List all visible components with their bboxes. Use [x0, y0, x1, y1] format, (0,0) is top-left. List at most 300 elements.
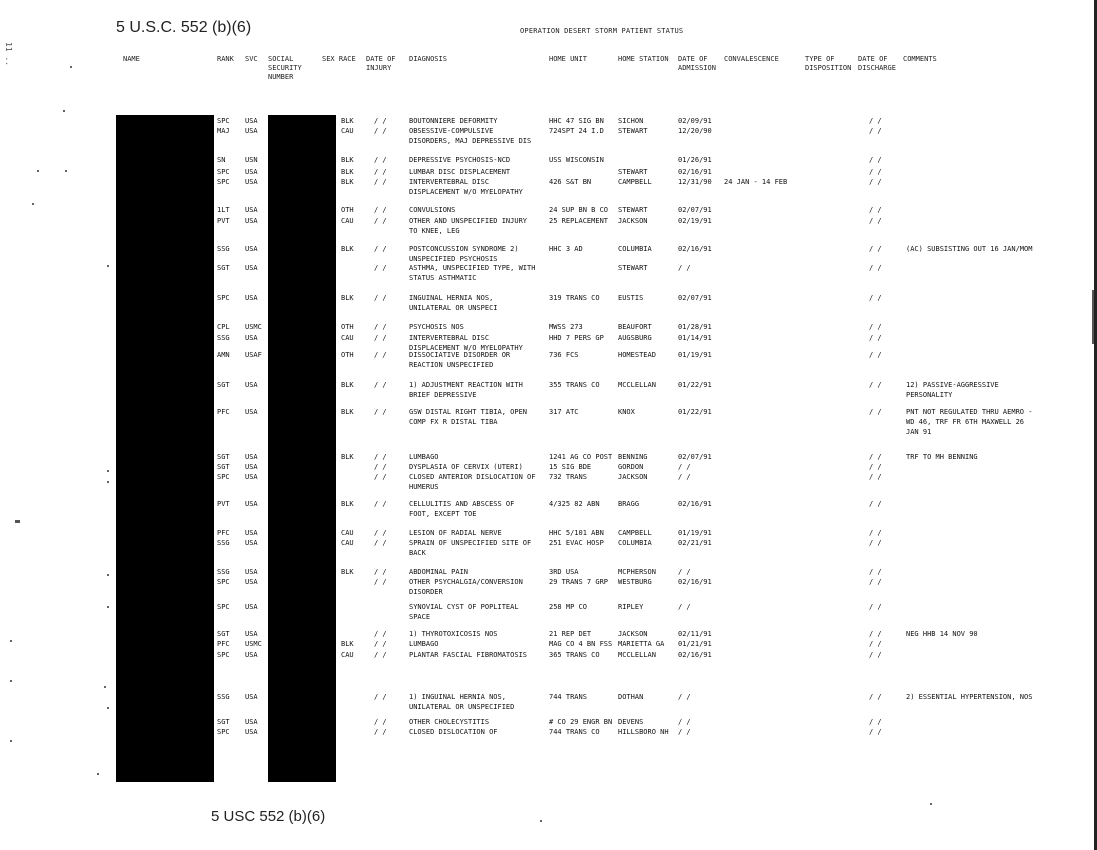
cell-race: CAU [341, 334, 354, 342]
cell-rank: PVT [217, 500, 230, 508]
cell-race: BLK [341, 156, 354, 164]
scan-dot [107, 707, 109, 709]
cell-svc: USA [245, 264, 258, 272]
cell-home-unit: 744 TRANS [549, 693, 587, 701]
cell-inj: / / [374, 529, 387, 537]
cell-race: CAU [341, 529, 354, 537]
cell-admission-date: / / [678, 264, 691, 272]
cell-svc: USA [245, 334, 258, 342]
cell-inj: / / [374, 323, 387, 331]
cell-diagnosis: REACTION UNSPECIFIED [409, 361, 494, 369]
cell-inj: / / [374, 127, 387, 135]
cell-home-station: MCCLELLAN [618, 381, 656, 389]
cell-admission-date: / / [678, 693, 691, 701]
cell-diagnosis: UNILATERAL OR UNSPECI [409, 304, 498, 312]
cell-home-station: STEWART [618, 168, 648, 176]
cell-inj: / / [374, 264, 387, 272]
cell-diagnosis: OTHER PSYCHALGIA/CONVERSION [409, 578, 523, 586]
cell-discharge-date: / / [869, 718, 882, 726]
cell-admission-date: / / [678, 463, 691, 471]
header-home-unit: HOME UNIT [549, 55, 587, 63]
cell-inj: / / [374, 463, 387, 471]
cell-admission-date: / / [678, 568, 691, 576]
cell-home-unit: 21 REP DET [549, 630, 592, 638]
cell-home-unit: 744 TRANS CO [549, 728, 600, 736]
cell-diagnosis: TO KNEE, LEG [409, 227, 460, 235]
header-ssn: SOCIAL SECURITY NUMBER [268, 55, 302, 81]
cell-svc: USMC [245, 323, 262, 331]
cell-discharge-date: / / [869, 217, 882, 225]
cell-rank: SN [217, 156, 226, 164]
cell-race: CAU [341, 651, 354, 659]
cell-diagnosis: CONVULSIONS [409, 206, 456, 214]
cell-rank: SSG [217, 539, 230, 547]
cell-admission-date: 01/22/91 [678, 381, 712, 389]
cell-home-station: SICHON [618, 117, 644, 125]
cell-home-unit: HHC 3 AD [549, 245, 583, 253]
cell-admission-date: 12/31/90 [678, 178, 712, 186]
cell-rank: MAJ [217, 127, 230, 135]
cell-home-unit: 258 MP CO [549, 603, 587, 611]
cell-inj: / / [374, 381, 387, 389]
scan-dot [70, 66, 72, 68]
header-disposition: TYPE OF DISPOSITION [805, 55, 852, 72]
cell-diagnosis: DISORDER [409, 588, 443, 596]
cell-diagnosis: PSYCHOSIS NOS [409, 323, 464, 331]
cell-home-unit: USS WISCONSIN [549, 156, 604, 164]
cell-diagnosis: CLOSED DISLOCATION OF [409, 728, 498, 736]
cell-rank: SPC [217, 728, 230, 736]
cell-discharge-date: / / [869, 264, 882, 272]
cell-svc: USA [245, 206, 258, 214]
cell-inj: / / [374, 245, 387, 253]
cell-svc: USA [245, 408, 258, 416]
cell-diagnosis: OTHER CHOLECYSTITIS [409, 718, 490, 726]
cell-home-unit: 355 TRANS CO [549, 381, 600, 389]
cell-discharge-date: / / [869, 500, 882, 508]
cell-svc: USA [245, 630, 258, 638]
cell-diagnosis: CELLULITIS AND ABSCESS OF [409, 500, 515, 508]
header-date-admission: DATE OF ADMISSION [678, 55, 716, 72]
cell-discharge-date: / / [869, 294, 882, 302]
cell-diagnosis: 1) INGUINAL HERNIA NOS, [409, 693, 506, 701]
cell-admission-date: 02/16/91 [678, 245, 712, 253]
cell-diagnosis: UNILATERAL OR UNSPECIFIED [409, 703, 515, 711]
cell-home-station: KNOX [618, 408, 635, 416]
cell-svc: USA [245, 463, 258, 471]
scan-dot [32, 203, 34, 205]
foia-exemption-footer: 5 USC 552 (b)(6) [211, 808, 326, 825]
scan-dot [37, 170, 39, 172]
cell-inj: / / [374, 473, 387, 481]
cell-rank: SPC [217, 578, 230, 586]
scan-dot [107, 470, 109, 472]
scan-dot [104, 686, 106, 688]
cell-discharge-date: / / [869, 603, 882, 611]
cell-rank: SGT [217, 264, 230, 272]
cell-race: BLK [341, 500, 354, 508]
scan-dot [97, 773, 99, 775]
cell-home-station: BEAUFORT [618, 323, 652, 331]
cell-home-unit: 365 TRANS CO [549, 651, 600, 659]
scan-artifact [15, 520, 20, 523]
cell-svc: USA [245, 578, 258, 586]
cell-admission-date: 01/19/91 [678, 351, 712, 359]
cell-diagnosis: OBSESSIVE-COMPULSIVE [409, 127, 494, 135]
cell-discharge-date: / / [869, 473, 882, 481]
cell-home-station: JACKSON [618, 630, 648, 638]
cell-rank: 1LT [217, 206, 230, 214]
cell-home-unit: 736 FCS [549, 351, 579, 359]
cell-home-station: DOTHAN [618, 693, 644, 701]
scan-artifact [1092, 290, 1094, 344]
cell-admission-date: 01/28/91 [678, 323, 712, 331]
cell-race: BLK [341, 453, 354, 461]
header-date-injury: DATE OF INJURY [366, 55, 396, 72]
cell-home-unit: 15 SIG BDE [549, 463, 592, 471]
cell-admission-date: 02/16/91 [678, 578, 712, 586]
foia-exemption-stamp: 5 U.S.C. 552 (b)(6) [116, 19, 252, 36]
cell-diagnosis: LUMBAR DISC DISPLACEMENT [409, 168, 511, 176]
cell-inj: / / [374, 408, 387, 416]
cell-discharge-date: / / [869, 578, 882, 586]
cell-rank: SPC [217, 168, 230, 176]
cell-home-station: HOMESTEAD [618, 351, 656, 359]
cell-diagnosis: SPACE [409, 613, 431, 621]
cell-home-station: COLUMBIA [618, 539, 652, 547]
cell-svc: USA [245, 693, 258, 701]
cell-home-unit: 1241 AG CO POST [549, 453, 613, 461]
cell-inj: / / [374, 453, 387, 461]
cell-rank: SGT [217, 381, 230, 389]
scan-dot [63, 110, 65, 112]
cell-home-unit: 319 TRANS CO [549, 294, 600, 302]
cell-rank: SSG [217, 568, 230, 576]
cell-rank: SPC [217, 117, 230, 125]
cell-inj: / / [374, 117, 387, 125]
cell-discharge-date: / / [869, 156, 882, 164]
cell-rank: SPC [217, 178, 230, 186]
cell-diagnosis: POSTCONCUSSION SYNDROME 2) [409, 245, 519, 253]
cell-diagnosis: DISPLACEMENT W/O MYELOPATHY [409, 344, 523, 352]
cell-admission-date: 02/16/91 [678, 168, 712, 176]
cell-home-unit: # CO 29 ENGR BN [549, 718, 613, 726]
cell-admission-date: 01/22/91 [678, 408, 712, 416]
cell-svc: USA [245, 127, 258, 135]
cell-admission-date: 02/19/91 [678, 217, 712, 225]
cell-discharge-date: / / [869, 245, 882, 253]
cell-inj: / / [374, 168, 387, 176]
cell-inj: / / [374, 178, 387, 186]
cell-admission-date: 02/11/91 [678, 630, 712, 638]
cell-home-unit: 251 EVAC HOSP [549, 539, 604, 547]
cell-home-unit: 29 TRANS 7 GRP [549, 578, 609, 586]
cell-rank: PFC [217, 408, 230, 416]
cell-discharge-date: / / [869, 640, 882, 648]
cell-diagnosis: BOUTONNIERE DEFORMITY [409, 117, 498, 125]
cell-diagnosis: LUMBAGO [409, 640, 439, 648]
cell-svc: USA [245, 168, 258, 176]
cell-home-station: MARIETTA GA [618, 640, 665, 648]
cell-admission-date: 02/07/91 [678, 294, 712, 302]
cell-inj: / / [374, 294, 387, 302]
cell-svc: USN [245, 156, 258, 164]
cell-home-station: BRAGG [618, 500, 640, 508]
cell-diagnosis: PLANTAR FASCIAL FIBROMATOSIS [409, 651, 528, 659]
cell-diagnosis: HUMERUS [409, 483, 439, 491]
cell-svc: USA [245, 117, 258, 125]
cell-svc: USA [245, 245, 258, 253]
scan-dot [10, 640, 12, 642]
cell-diagnosis: DYSPLASIA OF CERVIX (UTERI) [409, 463, 523, 471]
cell-home-station: JACKSON [618, 217, 648, 225]
cell-home-unit: HHD 7 PERS GP [549, 334, 604, 342]
cell-rank: PVT [217, 217, 230, 225]
header-discharge: DATE OF DISCHARGE [858, 55, 896, 72]
cell-admission-date: 12/20/90 [678, 127, 712, 135]
cell-diagnosis: BRIEF DEPRESSIVE [409, 391, 477, 399]
cell-home-station: CAMPBELL [618, 178, 652, 186]
cell-comment: JAN 91 [906, 428, 932, 436]
cell-comment: (AC) SUBSISTING OUT 16 JAN/MOM [906, 245, 1033, 253]
cell-home-station: EUSTIS [618, 294, 644, 302]
cell-race: CAU [341, 127, 354, 135]
cell-discharge-date: / / [869, 529, 882, 537]
cell-comment: 2) ESSENTIAL HYPERTENSION, NOS [906, 693, 1033, 701]
cell-diagnosis: STATUS ASTHMATIC [409, 274, 477, 282]
cell-diagnosis: UNSPECIFIED PSYCHOSIS [409, 255, 498, 263]
cell-discharge-date: / / [869, 323, 882, 331]
cell-discharge-date: / / [869, 168, 882, 176]
scan-dot [107, 574, 109, 576]
cell-rank: SSG [217, 334, 230, 342]
scan-dot [10, 740, 12, 742]
cell-race: OTH [341, 351, 354, 359]
cell-comment: PERSONALITY [906, 391, 953, 399]
cell-admission-date: 02/16/91 [678, 651, 712, 659]
cell-home-unit: HHC 47 SIG BN [549, 117, 604, 125]
cell-diagnosis: SYNOVIAL CYST OF POPLITEAL [409, 603, 519, 611]
cell-diagnosis: INGUINAL HERNIA NOS, [409, 294, 494, 302]
cell-svc: USA [245, 728, 258, 736]
cell-inj: / / [374, 156, 387, 164]
cell-home-station: MCCLELLAN [618, 651, 656, 659]
cell-home-unit: MWSS 273 [549, 323, 583, 331]
cell-discharge-date: / / [869, 728, 882, 736]
header-comments: COMMENTS [903, 55, 937, 63]
cell-home-station: RIPLEY [618, 603, 644, 611]
cell-rank: AMN [217, 351, 230, 359]
cell-inj: / / [374, 651, 387, 659]
cell-diagnosis: DISORDERS, MAJ DEPRESSIVE DIS [409, 137, 532, 145]
cell-admission-date: 01/19/91 [678, 529, 712, 537]
cell-rank: SPC [217, 651, 230, 659]
scan-dot [107, 481, 109, 483]
cell-svc: USA [245, 294, 258, 302]
cell-discharge-date: / / [869, 453, 882, 461]
cell-home-station: STEWART [618, 264, 648, 272]
cell-diagnosis: 1) THYROTOXICOSIS NOS [409, 630, 498, 638]
cell-svc: USA [245, 381, 258, 389]
scan-dot [10, 680, 12, 682]
cell-comment: PNT NOT REGULATED THRU AEMRO - [906, 408, 1033, 416]
cell-home-unit: 3RD USA [549, 568, 579, 576]
cell-inj: / / [374, 630, 387, 638]
cell-diagnosis: OTHER AND UNSPECIFIED INJURY [409, 217, 528, 225]
cell-diagnosis: ABDOMINAL PAIN [409, 568, 469, 576]
cell-diagnosis: INTERVERTEBRAL DISC [409, 178, 490, 186]
cell-race: BLK [341, 640, 354, 648]
cell-admission-date: 02/21/91 [678, 539, 712, 547]
cell-home-station: MCPHERSON [618, 568, 656, 576]
cell-admission-date: 02/09/91 [678, 117, 712, 125]
cell-inj: / / [374, 500, 387, 508]
cell-race: BLK [341, 117, 354, 125]
cell-race: CAU [341, 539, 354, 547]
scan-dot [930, 803, 932, 805]
cell-svc: USMC [245, 640, 262, 648]
cell-race: CAU [341, 217, 354, 225]
cell-diagnosis: FOOT, EXCEPT TOE [409, 510, 477, 518]
cell-svc: USA [245, 651, 258, 659]
cell-admission-date: 02/07/91 [678, 453, 712, 461]
cell-home-station: STEWART [618, 206, 648, 214]
cell-home-station: WESTBURG [618, 578, 652, 586]
cell-diagnosis: ASTHMA, UNSPECIFIED TYPE, WITH [409, 264, 536, 272]
cell-race: BLK [341, 568, 354, 576]
cell-svc: USA [245, 529, 258, 537]
cell-diagnosis: LESION OF RADIAL NERVE [409, 529, 502, 537]
cell-rank: SSG [217, 245, 230, 253]
cell-admission-date: 01/26/91 [678, 156, 712, 164]
cell-discharge-date: / / [869, 693, 882, 701]
cell-inj: / / [374, 217, 387, 225]
scan-dot [65, 170, 67, 172]
cell-inj: / / [374, 206, 387, 214]
cell-race: BLK [341, 168, 354, 176]
cell-svc: USA [245, 603, 258, 611]
cell-svc: USAF [245, 351, 262, 359]
cell-rank: SGT [217, 718, 230, 726]
cell-discharge-date: / / [869, 568, 882, 576]
header-sex-race: SEX RACE [322, 55, 356, 63]
cell-inj: / / [374, 334, 387, 342]
margin-mark: 11 .. [4, 42, 13, 67]
cell-discharge-date: / / [869, 127, 882, 135]
cell-home-unit: 732 TRANS [549, 473, 587, 481]
cell-admission-date: 01/21/91 [678, 640, 712, 648]
cell-home-unit: HHC 5/101 ABN [549, 529, 604, 537]
cell-rank: PFC [217, 529, 230, 537]
cell-diagnosis: DEPRESSIVE PSYCHOSIS-NCD [409, 156, 511, 164]
cell-inj: / / [374, 578, 387, 586]
cell-rank: CPL [217, 323, 230, 331]
cell-home-unit: 24 SUP BN B CO [549, 206, 609, 214]
cell-inj: / / [374, 728, 387, 736]
cell-inj: / / [374, 693, 387, 701]
cell-svc: USA [245, 718, 258, 726]
cell-rank: SSG [217, 693, 230, 701]
cell-diagnosis: SPRAIN OF UNSPECIFIED SITE OF [409, 539, 532, 547]
cell-race: BLK [341, 294, 354, 302]
cell-diagnosis: CLOSED ANTERIOR DISLOCATION OF [409, 473, 536, 481]
cell-rank: PFC [217, 640, 230, 648]
cell-discharge-date: / / [869, 381, 882, 389]
cell-diagnosis: DISPLACEMENT W/O MYELOPATHY [409, 188, 523, 196]
cell-race: BLK [341, 178, 354, 186]
cell-diagnosis: BACK [409, 549, 426, 557]
cell-discharge-date: / / [869, 408, 882, 416]
cell-svc: USA [245, 178, 258, 186]
cell-svc: USA [245, 217, 258, 225]
cell-convalescence: 24 JAN - 14 FEB [724, 178, 788, 186]
cell-svc: USA [245, 539, 258, 547]
cell-race: BLK [341, 381, 354, 389]
cell-admission-date: 02/16/91 [678, 500, 712, 508]
cell-admission-date: / / [678, 728, 691, 736]
cell-diagnosis: COMP FX R DISTAL TIBA [409, 418, 498, 426]
cell-rank: SPC [217, 473, 230, 481]
cell-svc: USA [245, 473, 258, 481]
scan-dot [107, 265, 109, 267]
cell-home-station: JACKSON [618, 473, 648, 481]
cell-race: BLK [341, 245, 354, 253]
cell-race: OTH [341, 206, 354, 214]
document-title: OPERATION DESERT STORM PATIENT STATUS [520, 27, 684, 35]
cell-discharge-date: / / [869, 334, 882, 342]
cell-svc: USA [245, 500, 258, 508]
cell-comment: TRF TO MH BENNING [906, 453, 978, 461]
cell-comment: WD 46, TRF FR 6TH MAXWELL 26 [906, 418, 1025, 426]
cell-rank: SGT [217, 630, 230, 638]
cell-inj: / / [374, 640, 387, 648]
cell-inj: / / [374, 539, 387, 547]
cell-discharge-date: / / [869, 178, 882, 186]
scan-dot [107, 606, 109, 608]
cell-home-unit: 4/325 82 ABN [549, 500, 600, 508]
cell-rank: SGT [217, 453, 230, 461]
scan-dot [540, 820, 542, 822]
cell-svc: USA [245, 453, 258, 461]
cell-home-station: BENNING [618, 453, 648, 461]
cell-home-unit: 724SPT 24 I.D [549, 127, 604, 135]
cell-discharge-date: / / [869, 630, 882, 638]
cell-discharge-date: / / [869, 463, 882, 471]
cell-admission-date: 02/07/91 [678, 206, 712, 214]
header-diagnosis: DIAGNOSIS [409, 55, 447, 63]
header-name: NAME [123, 55, 140, 63]
cell-home-unit: 25 REPLACEMENT [549, 217, 609, 225]
cell-admission-date: / / [678, 718, 691, 726]
cell-race: BLK [341, 408, 354, 416]
header-home-station: HOME STATION [618, 55, 669, 63]
cell-discharge-date: / / [869, 539, 882, 547]
cell-diagnosis: LUMBAGO [409, 453, 439, 461]
cell-inj: / / [374, 718, 387, 726]
cell-diagnosis: 1) ADJUSTMENT REACTION WITH [409, 381, 523, 389]
cell-diagnosis: DISSOCIATIVE DISORDER OR [409, 351, 511, 359]
cell-discharge-date: / / [869, 206, 882, 214]
cell-admission-date: / / [678, 603, 691, 611]
cell-home-unit: 426 S&T BN [549, 178, 592, 186]
cell-diagnosis: INTERVERTEBRAL DISC [409, 334, 490, 342]
cell-rank: SPC [217, 603, 230, 611]
cell-rank: SGT [217, 463, 230, 471]
cell-admission-date: / / [678, 473, 691, 481]
cell-home-station: STEWART [618, 127, 648, 135]
header-convalescence: CONVALESCENCE [724, 55, 779, 63]
cell-inj: / / [374, 351, 387, 359]
